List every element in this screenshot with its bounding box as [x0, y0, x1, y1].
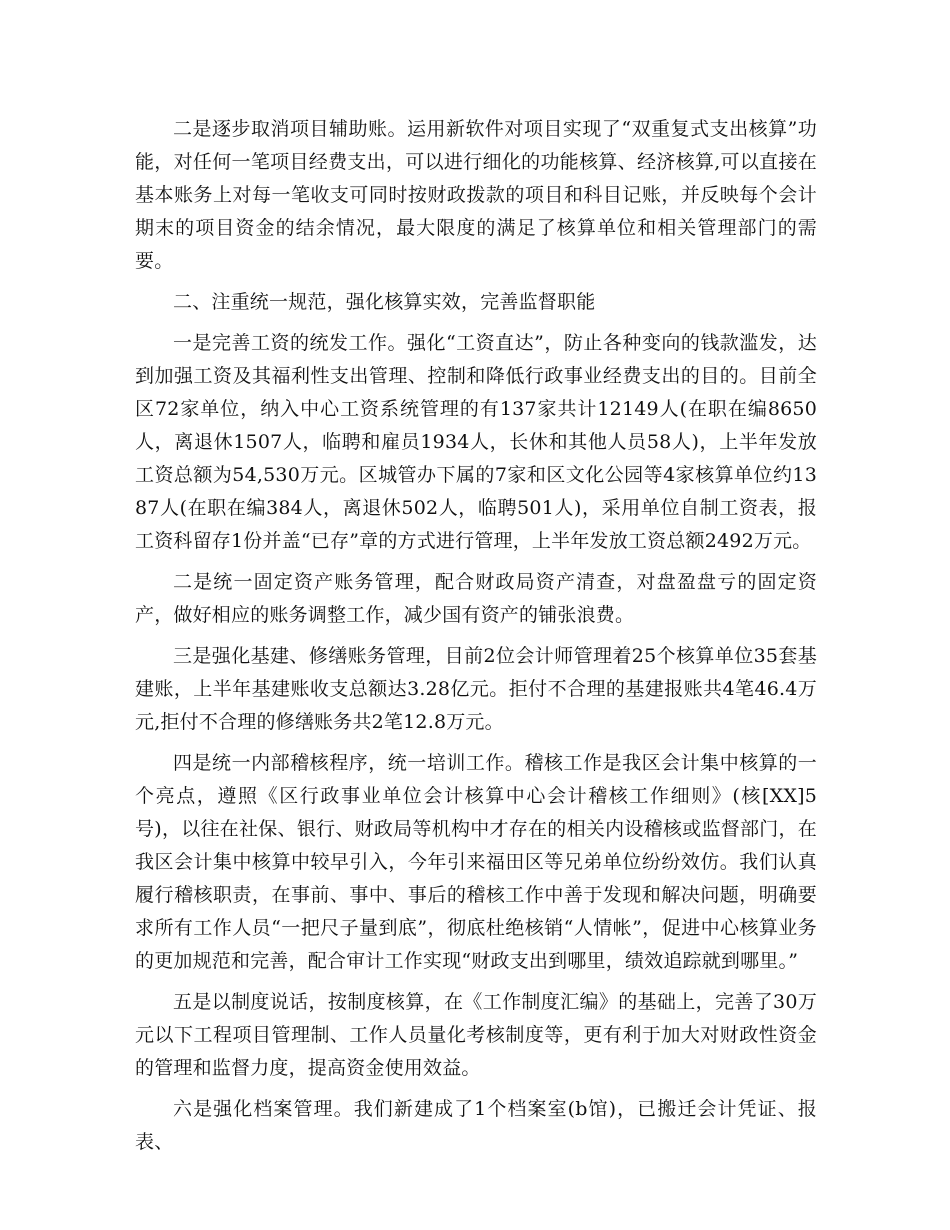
document-body: [135, 113, 817, 1167]
paragraph-fixed-assets: 二是统一固定资产账务管理，配合财政局资产清查，对盘盈盘亏的固定资产，做好相应的账务调整工作，减少国有资产的铺张浪费。: [135, 571, 817, 626]
paragraph-institutional-accounting: 五是以制度说话，按制度核算，在《工作制度汇编》的基础上，完善了30万元以下工程项目管理制、工作人员量化考核制度等，更有利于加大对财政性资金的管理和监督力度，提高资金使用效益。: [135, 991, 817, 1079]
paragraph-archive-management: 六是强化档案管理。我们新建成了1个档案室(b馆)，已搬迁会计凭证、报表、: [135, 1098, 817, 1153]
paragraph-salary-unified-payment: 一是完善工资的统发工作。强化“工资直达”，防止各种变向的钱款滥发，达到加强工资及其福利性支出管理、控制和降低行政事业经费支出的目的。目前全区72家单位，纳入中心工资系统管理的有137家共计12149人(在职在编8650人，离退休1507人，临聘和雇员1934人，长休和其他人员58人)，上半年发放工资总额为54,530万元。区城管办下属的7家和区文化公园等4家核算单位约1387人(在职在编384人，离退休502人，临聘501人)，采用单位自制工资表，报工资科留存1份并盖“已存”章的方式进行管理，上半年发放工资总额2492万元。: [135, 332, 817, 552]
paragraph-internal-audit: 四是统一内部稽核程序，统一培训工作。稽核工作是我区会计集中核算的一个亮点，遵照《区行政事业单位会计核算中心会计稽核工作细则》(核[XX]5号)，以往在社保、银行、财政局等机构中才存在的相关内设稽核或监督部门，在我区会计集中核算中较早引入，今年引来福田区等兄弟单位纷纷效仿。我们认真履行稽核职责，在事前、事中、事后的稽核工作中善于发现和解决问题，明确要求所有工作人员“一把尺子量到底”，彻底杜绝核销“人情帐”，促进中心核算业务的更加规范和完善，配合审计工作实现“财政支出到哪里，绩效追踪就到哪里。”: [135, 752, 817, 972]
paragraph-capital-construction: 三是强化基建、修缮账务管理，目前2位会计师管理着25个核算单位35套基建账，上半年基建账收支总额达3.28亿元。拒付不合理的基建报账共4笔46.4万元,拒付不合理的修缮账务共2笔12.8万元。: [135, 645, 817, 733]
section-heading-2: 二、注重统一规范，强化核算实效，完善监督职能: [173, 291, 596, 313]
paragraph-project-auxiliary-accounts: 二是逐步取消项目辅助账。运用新软件对项目实现了“双重复式支出核算”功能，对任何一笔项目经费支出，可以进行细化的功能核算、经济核算,可以直接在基本账务上对每一笔收支可同时按财政拨款的项目和科目记账，并反映每个会计期末的项目资金的结余情况，最大限度的满足了核算单位和相关管理部门的需要。: [135, 118, 817, 272]
